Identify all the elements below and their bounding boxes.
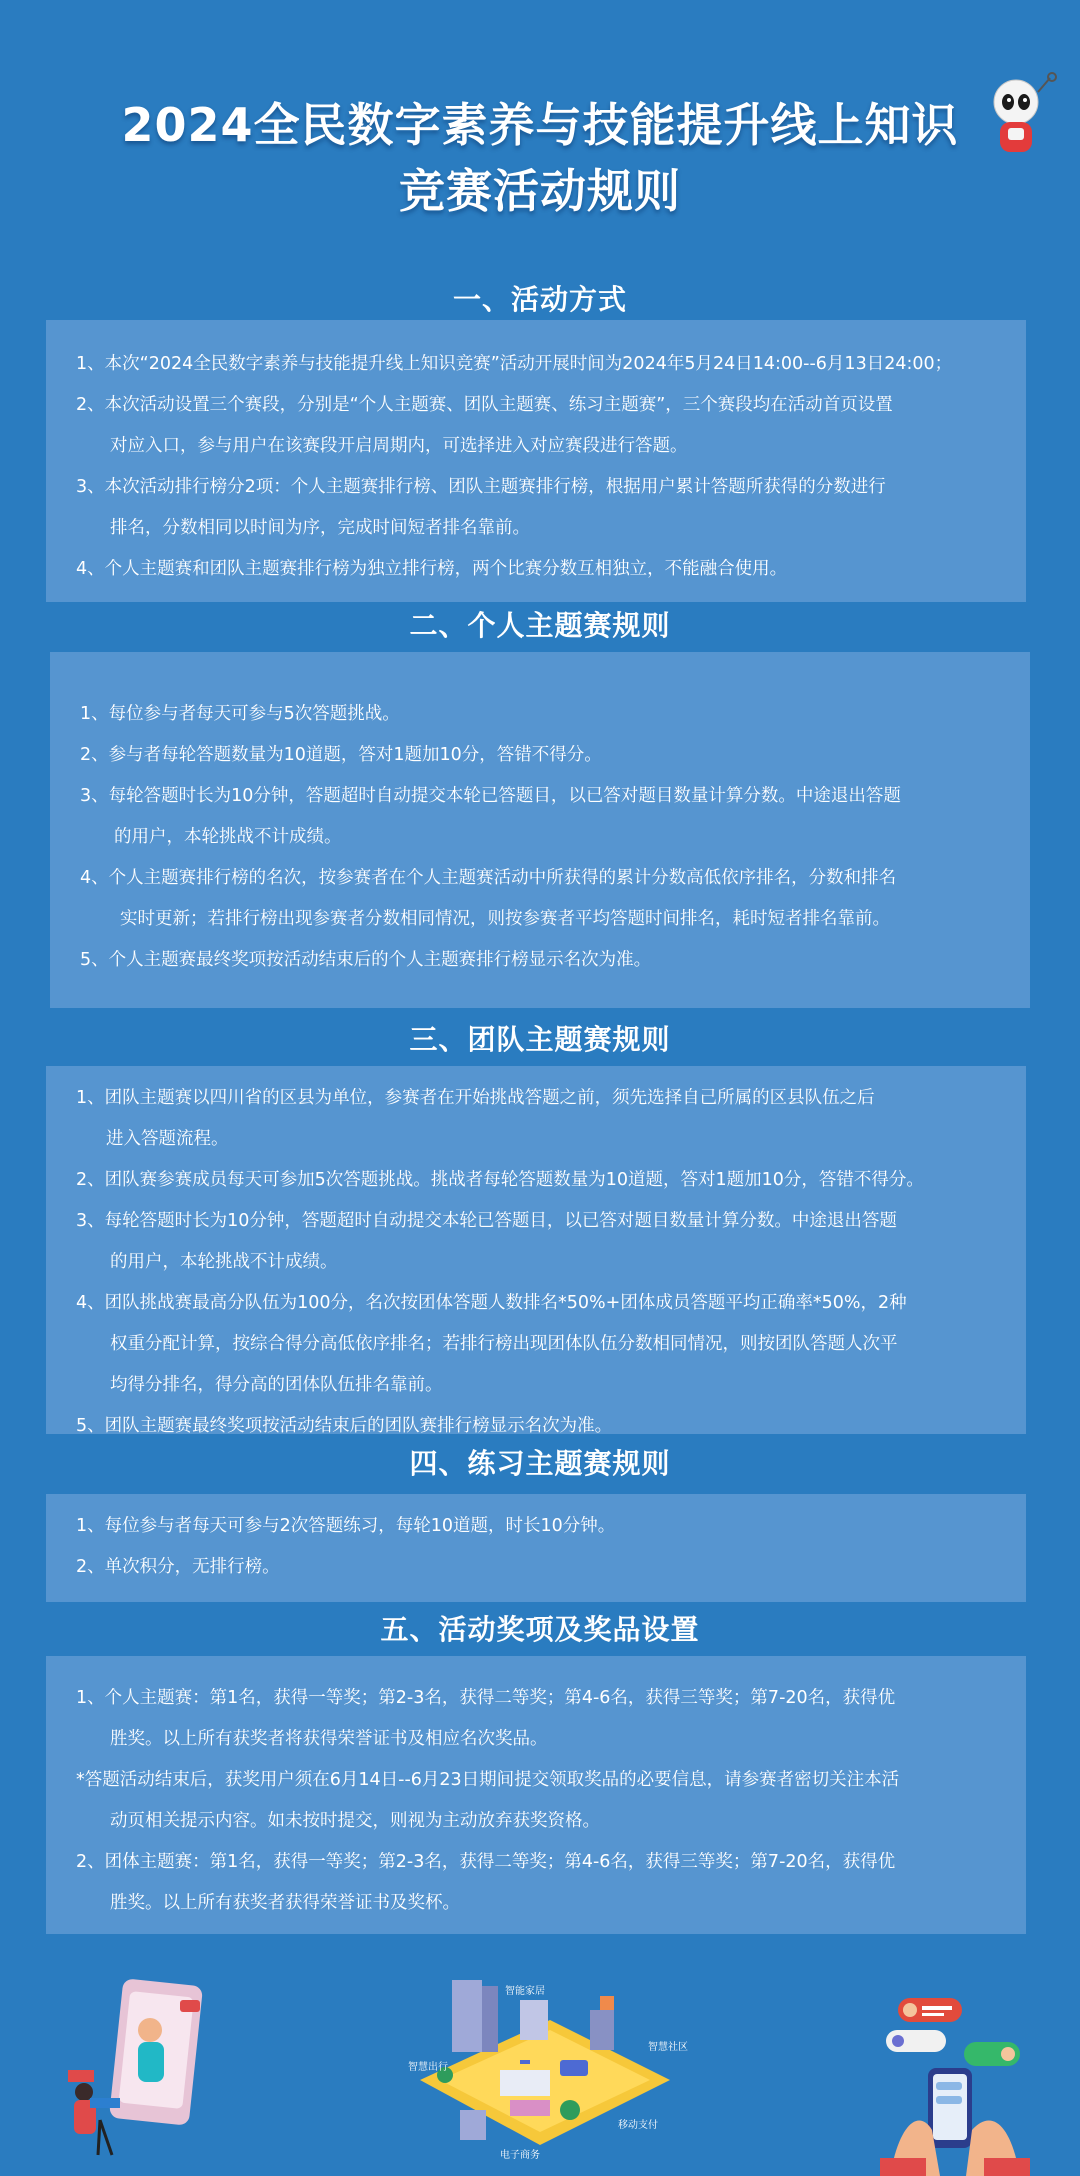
rule-line: 1、本次“2024全民数字素养与技能提升线上知识竞赛”活动开展时间为2024年5月24日14:00--6月13日24:00；: [76, 354, 953, 374]
robot-mascot-icon: [978, 72, 1058, 162]
rule-line: 的用户，本轮挑战不计成绩。: [114, 827, 342, 847]
section-panel-practice-rules: [46, 1494, 1026, 1602]
title-line-1: 2024全民数字素养与技能提升线上知识: [121, 98, 959, 152]
section-heading: 二、个人主题赛规则: [409, 609, 671, 642]
rule-line: 2、参与者每轮答题数量为10道题，答对1题加10分，答错不得分。: [80, 745, 602, 765]
rule-item: [76, 1506, 1002, 1547]
section-panel-activity-method: [46, 320, 1026, 602]
rule-line: 2、本次活动设置三个赛段，分别是“个人主题赛、团队主题赛、练习主题赛”，三个赛段均在活动首页设置: [76, 395, 893, 415]
rule-line: 均得分排名，得分高的团体队伍排名靠前。: [110, 1375, 443, 1395]
rule-line: 3、每轮答题时长为10分钟，答题超时自动提交本轮已答题目，以已答对题目数量计算分数。中途退出答题: [76, 1211, 897, 1231]
section-heading: 一、活动方式: [452, 283, 627, 316]
rule-line: 2、团体主题赛：第1名，获得一等奖；第2-3名，获得二等奖；第4-6名，获得三等奖；第7-20名，获得优: [76, 1852, 896, 1872]
section-heading: 五、活动奖项及奖品设置: [380, 1613, 700, 1646]
section-heading: 四、练习主题赛规则: [409, 1447, 671, 1480]
rule-item: [76, 1201, 1002, 1283]
title-line-2: 竞赛活动规则: [399, 164, 681, 218]
illustration-label: 移动支付: [618, 2120, 658, 2131]
rule-line: 1、个人主题赛：第1名，获得一等奖；第2-3名，获得二等奖；第4-6名，获得三等奖；第7-20名，获得优: [76, 1688, 896, 1708]
rule-line: 实时更新；若排行榜出现参赛者分数相同情况，则按参赛者平均答题时间排名，耗时短者排名靠前。: [120, 909, 890, 929]
rule-line: 胜奖。以上所有获奖者获得荣誉证书及奖杯。: [110, 1893, 460, 1913]
rule-item: [80, 694, 1006, 735]
rule-line: 3、本次活动排行榜分2项：个人主题赛排行榜、团队主题赛排行榜，根据用户累计答题所获得的分数进行: [76, 477, 886, 497]
rule-line: 4、个人主题赛和团队主题赛排行榜为独立排行榜，两个比赛分数互相独立，不能融合使用。: [76, 559, 788, 579]
rule-item: [80, 858, 1006, 940]
rule-line: 5、个人主题赛最终奖项按活动结束后的个人主题赛排行榜显示名次为准。: [80, 950, 652, 970]
rule-line: 4、团队挑战赛最高分队伍为100分，名次按团体答题人数排名*50%+团体成员答题平均正确率*50%，2种: [76, 1293, 907, 1313]
rule-item: [76, 1078, 1002, 1160]
section-panel-individual-rules: [50, 652, 1030, 1008]
rule-item: [76, 1842, 1002, 1924]
section-heading: 三、团队主题赛规则: [409, 1023, 671, 1056]
rule-line: 1、每位参与者每天可参与5次答题挑战。: [80, 704, 400, 724]
rule-item: [76, 1160, 1002, 1201]
section-panel-team-rules: [46, 1066, 1026, 1434]
section-panel-awards: [46, 1656, 1026, 1934]
rule-item: [80, 940, 1006, 981]
rule-line: 的用户，本轮挑战不计成绩。: [110, 1252, 338, 1272]
phone-chat-illustration-icon: [880, 1990, 1030, 2176]
rule-line: *答题活动结束后，获奖用户须在6月14日--6月23日期间提交领取奖品的必要信息，请参赛者密切关注本活: [76, 1770, 900, 1790]
rule-line: 1、每位参与者每天可参与2次答题练习，每轮10道题，时长10分钟。: [76, 1516, 616, 1536]
rule-line: 权重分配计算，按综合得分高低依序排名；若排行榜出现团体队伍分数相同情况，则按团队答题人次平: [110, 1334, 898, 1354]
rule-item: [76, 1283, 1002, 1406]
page-title: [60, 92, 1020, 224]
illustration-label: 智慧出行: [408, 2062, 448, 2073]
rule-line: 排名，分数相同以时间为序，完成时间短者排名靠前。: [110, 518, 530, 538]
rule-item: [76, 1678, 1002, 1760]
rule-item: [80, 735, 1006, 776]
rule-line: 5、团队主题赛最终奖项按活动结束后的团队赛排行榜显示名次为准。: [76, 1416, 613, 1436]
rule-item: [76, 549, 1002, 590]
rule-item: [76, 1547, 1002, 1588]
rule-line: 胜奖。以上所有获奖者将获得荣誉证书及相应名次奖品。: [110, 1729, 548, 1749]
illustration-label: 智慧社区: [648, 2042, 688, 2053]
rule-line: 4、个人主题赛排行榜的名次，按参赛者在个人主题赛活动中所获得的累计分数高低依序排名，分数和排名: [80, 868, 897, 888]
illustration-label: 电子商务: [500, 2150, 540, 2161]
rule-line: 2、单次积分，无排行榜。: [76, 1557, 280, 1577]
rule-item: [76, 1406, 1002, 1447]
rule-line: 3、每轮答题时长为10分钟，答题超时自动提交本轮已答题目，以已答对题目数量计算分数。中途退出答题: [80, 786, 901, 806]
rule-item: [80, 776, 1006, 858]
rule-line: 进入答题流程。: [106, 1129, 229, 1149]
rule-line: 1、团队主题赛以四川省的区县为单位，参赛者在开始挑战答题之前，须先选择自己所属的区县队伍之后: [76, 1088, 875, 1108]
rule-line: 动页相关提示内容。如未按时提交，则视为主动放弃获奖资格。: [110, 1811, 600, 1831]
rule-item: [76, 385, 1002, 467]
rule-item: [76, 344, 1002, 385]
rule-item: [76, 1760, 1002, 1842]
rule-item: [76, 467, 1002, 549]
illustration-label: 智能家居: [505, 1986, 545, 1997]
rule-line: 2、团队赛参赛成员每天可参加5次答题挑战。挑战者每轮答题数量为10道题，答对1题加10分，答错不得分。: [76, 1170, 924, 1190]
phone-shopping-illustration-icon: [50, 1970, 220, 2160]
rule-line: 对应入口，参与用户在该赛段开启周期内，可选择进入对应赛段进行答题。: [110, 436, 688, 456]
